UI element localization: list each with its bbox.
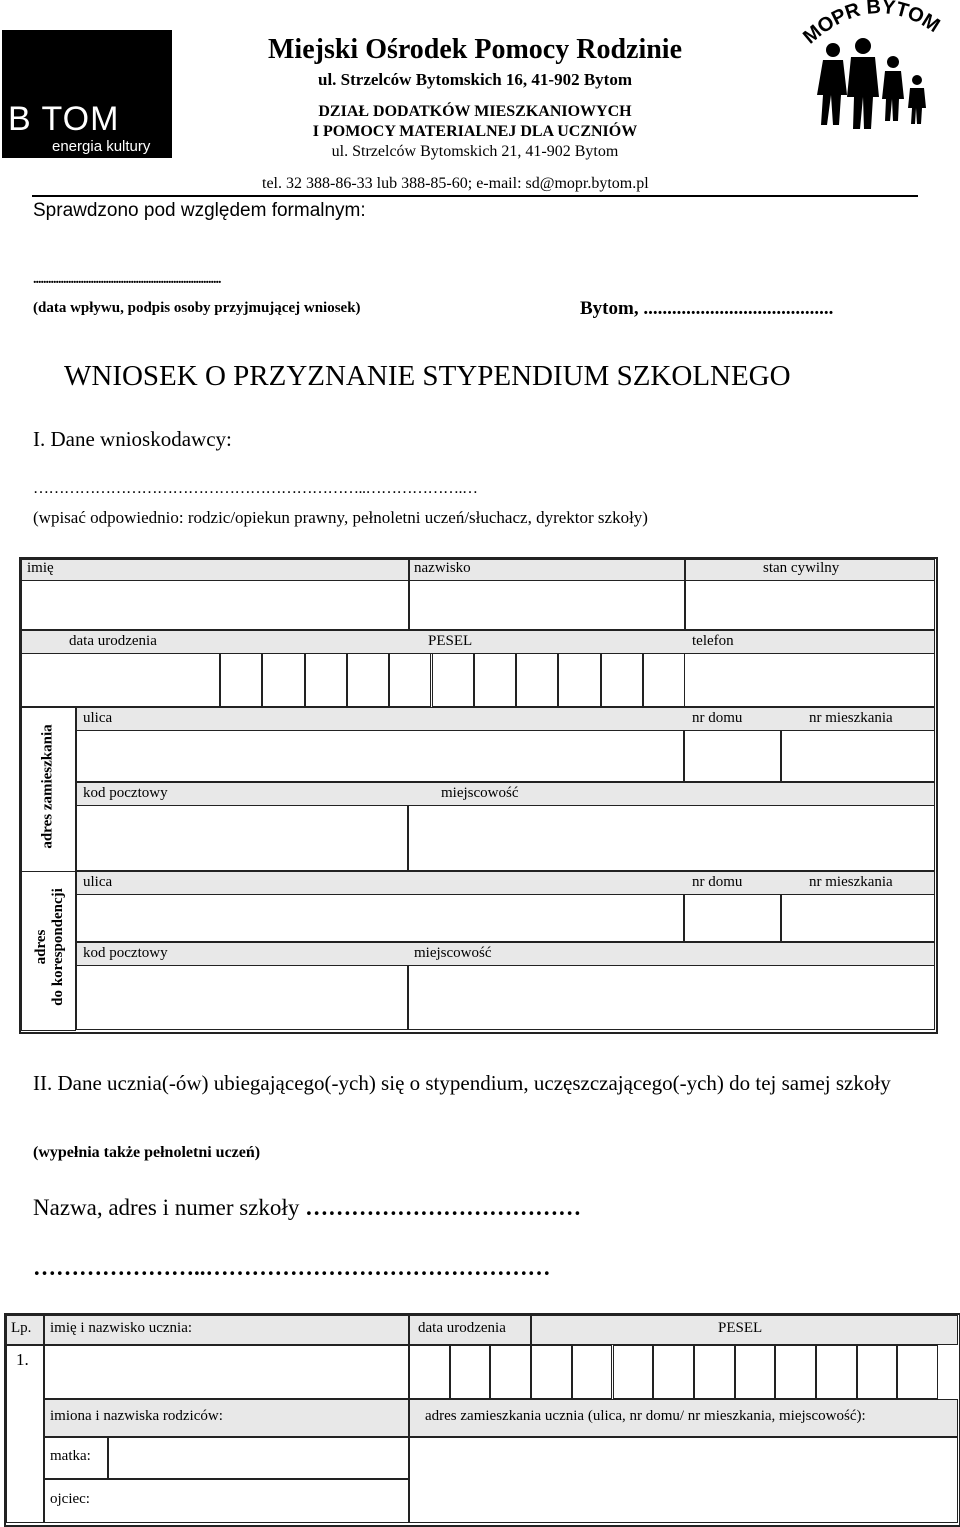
school-dots-2[interactable]: …………………..……………………………………… [33,1255,551,1280]
applicant-hint: (wpisać odpowiednio: rodzic/opiekun prawny, pełnoletni uczeń/słuchacz, dyrektor szkoły) [33,508,648,527]
dept-line2: I POMOCY MATERIALNEJ DLA UCZNIÓW [312,123,638,140]
label-student-name: imię i nazwisko ucznia: [50,1320,193,1336]
label-nr-domu-2: nr domu [692,874,743,890]
label-nr-mieszkania: nr mieszkania [809,710,893,726]
pesel-digit-cell[interactable] [389,653,431,707]
org-address: ul. Strzelców Bytomskich 16, 41-902 Bytom [317,70,632,89]
label-imie: imię [27,560,54,576]
row-number: 1. [16,1350,29,1369]
pesel-digit-cell[interactable] [857,1345,898,1399]
dept-line1: DZIAŁ DODATKÓW MIESZKANIOWYCH [318,103,632,120]
label-nr-mieszkania-2: nr mieszkania [809,874,893,890]
org-name: Miejski Ośrodek Pomocy Rodzinie [267,34,682,65]
bytom-logo [2,30,172,158]
school-dots-1[interactable]: ……………………………… [305,1195,582,1220]
pesel-digit-cell[interactable] [305,653,347,707]
field-nr-mieszkania-kor[interactable] [781,894,935,942]
pesel-digit-cell[interactable] [432,653,474,707]
applicant-dots[interactable]: ………………………………………………………..……………….… [33,480,478,497]
pesel-digit-cell[interactable] [531,1345,572,1399]
label-adres-kor [33,867,67,1027]
mopr-logo [795,0,945,132]
pesel-digit-cell[interactable] [735,1345,776,1399]
field-student-address[interactable] [409,1437,958,1523]
cell-ojciec [44,1479,409,1523]
label-matka: matka: [50,1448,91,1464]
pesel-digit-cell[interactable] [516,653,558,707]
label-adres-kor-1: adres [33,929,49,965]
logo-right-text: MOPR BYTOM [799,0,944,49]
label-miejscowosc: miejscowość [441,785,519,801]
field-ulica[interactable] [76,730,684,782]
form-title: WNIOSEK O PRZYZNANIE STYPENDIUM SZKOLNEGO [64,360,791,392]
label-kod-2: kod pocztowy [83,945,168,961]
row-street-header-2 [76,871,935,895]
check-note: (data wpływu, podpis osoby przyjmującej wniosek) [33,300,361,316]
field-nr-domu[interactable] [684,730,781,782]
svg-text:MOPR BYTOM [799,0,943,49]
field-nr-domu-kor[interactable] [684,894,781,942]
field-nr-mieszkania[interactable] [781,730,935,782]
logo-left-sub: energia kultury [52,138,151,155]
pesel-digit-cell[interactable] [816,1345,857,1399]
label-kod: kod pocztowy [83,785,168,801]
logo-left-text: B TOM [8,100,120,138]
field-miejscowosc[interactable] [408,805,935,871]
label-pesel: PESEL [428,633,473,649]
pesel-digit-cell[interactable] [613,1345,654,1399]
pesel-digit-cell[interactable] [490,1345,531,1399]
field-stan-cywilny[interactable] [685,580,935,630]
label-lp: Lp. [11,1320,32,1336]
pesel-digit-cell[interactable] [572,1345,613,1399]
cell-lp [6,1345,44,1523]
side-adres-kor [21,871,76,1031]
label-parents: imiona i nazwiska rodziców: [50,1408,223,1424]
pesel-digit-cell[interactable] [694,1345,735,1399]
pesel-digit-cell[interactable] [409,1345,450,1399]
field-kod[interactable] [76,805,408,871]
label-nr-domu: nr domu [692,710,743,726]
label-adres-kor-2: do korespondencji [50,888,66,1006]
dept-address: ul. Strzelców Bytomskich 21, 41-902 Bytom [331,143,619,160]
field-data-ur[interactable] [21,653,220,707]
header-divider [32,195,918,197]
label-ulica: ulica [83,710,113,726]
pesel-digit-cell[interactable] [601,653,643,707]
side-adres-zam [21,707,76,872]
label-adres-zam: adres zamieszkania [39,724,56,849]
school-label: Nazwa, adres i numer szkoły [33,1195,300,1220]
pesel-digit-cell[interactable] [653,1345,694,1399]
pesel-digit-cell[interactable] [775,1345,816,1399]
field-kod-kor[interactable] [76,965,408,1030]
check-city: Bytom, ........................................ [580,298,834,319]
section1-heading: I. Dane wnioskodawcy: [33,427,232,451]
label-nazwisko: nazwisko [414,560,471,576]
label-miejscowosc-2: miejscowość [414,945,492,961]
pesel-digit-cell[interactable] [220,653,262,707]
field-student-name[interactable] [44,1345,409,1399]
school-line [33,1195,581,1221]
row-birth-header [21,630,935,654]
label-student-dob: data urodzenia [418,1320,506,1336]
label-data-ur: data urodzenia [69,633,157,649]
row-post-header-2 [76,942,935,966]
divider [408,1399,410,1437]
contact-line: tel. 32 388-86-33 lub 388-85-60; e-mail: sd@mopr.bytom.pl [262,175,649,192]
label-ulica-2: ulica [83,874,113,890]
check-dots: ........................................................................... [33,272,221,287]
section2-note: (wypełnia także pełnoletni uczeń) [33,1144,261,1161]
section2-heading: II. Dane ucznia(-ów) ubiegającego(-ych) się o stypendium, uczęszczającego(-ych) do tej samej szkoły [33,1071,891,1095]
field-miejscowosc-kor[interactable] [408,965,935,1030]
label-ojciec: ojciec: [50,1491,90,1507]
field-imie[interactable] [21,580,409,630]
label-telefon: telefon [692,633,734,649]
label-student-address: adres zamieszkania ucznia (ulica, nr domu/ nr mieszkania, miejscowość): [425,1408,866,1424]
pesel-digit-cell[interactable] [897,1345,938,1399]
field-ulica-kor[interactable] [76,894,684,942]
pesel-digit-cell[interactable] [262,653,304,707]
row-street-header [76,707,935,731]
field-matka[interactable] [108,1437,409,1479]
pesel-digit-cell[interactable] [558,653,600,707]
pesel-digit-cell[interactable] [474,653,516,707]
label-student-pesel: PESEL [718,1320,763,1336]
pesel-digit-cell[interactable] [347,653,389,707]
check-label: Sprawdzono pod względem formalnym: [33,200,366,221]
label-stan: stan cywilny [763,560,840,576]
field-telefon[interactable] [684,653,935,707]
pesel-digit-cell[interactable] [643,653,685,707]
pesel-digit-cell[interactable] [450,1345,491,1399]
field-nazwisko[interactable] [409,580,685,630]
